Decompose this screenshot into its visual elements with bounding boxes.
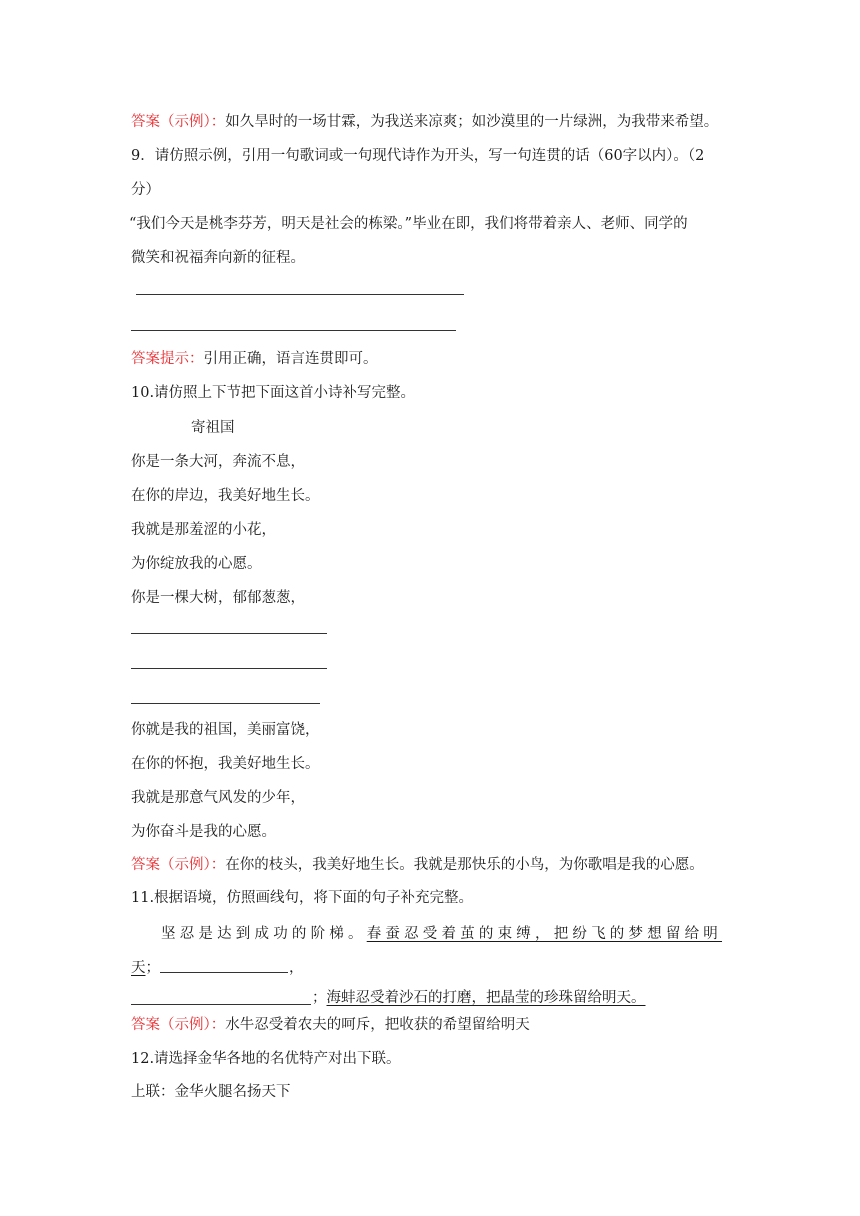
question-10: 10.请仿照上下节把下面这首小诗补写完整。	[131, 385, 416, 401]
poem-line: 为你绽放我的心愿。	[131, 556, 262, 572]
answer-label: 答案（示例）：	[131, 857, 226, 873]
answer-text: 引用正确，语言连贯即可。	[203, 351, 378, 367]
sentence-blank[interactable]	[131, 1004, 311, 1005]
underlined-example: 海蚌忍受着沙石的打磨，把晶莹的珍珠留给明天。	[326, 990, 646, 1006]
question-9-prompt-line-1: “我们今天是桃李芬芳，明天是社会的栋梁。”毕业在即，我们将带着亲人、老师、同学的	[129, 216, 688, 232]
sentence-line-1	[161, 924, 722, 944]
answer-label: 答案（示例）：	[131, 114, 226, 130]
sentence-blank[interactable]	[160, 972, 288, 973]
poem-line: 为你奋斗是我的心愿。	[131, 824, 276, 840]
poem-line: 在你的岸边，我美好地生长。	[131, 488, 320, 504]
question-9-line-2: 分）	[131, 182, 160, 198]
poem-line: 我就是那意气风发的少年，	[131, 790, 305, 806]
answer-line-q10	[131, 855, 704, 875]
poem-title: 寄祖国	[191, 420, 235, 436]
poem-line: 我就是那羞涩的小花，	[131, 522, 276, 538]
comma: ，	[289, 960, 304, 976]
poem-line: 在你的怀抱，我美好地生长。	[131, 756, 320, 772]
answer-blank[interactable]	[136, 294, 464, 295]
answer-text: 如久旱时的一场甘霖，为我送来凉爽；如沙漠里的一片绿洲，为我带来希望。	[225, 114, 719, 130]
question-9-prompt-line-2: 微笑和祝福奔向新的征程。	[131, 250, 305, 266]
poem-blank[interactable]	[131, 703, 320, 704]
answer-line-q8	[131, 112, 718, 132]
answer-label: 答案（示例）：	[131, 1017, 226, 1033]
answer-label: 答案提示：	[131, 351, 204, 367]
poem-line: 你就是我的祖国，美丽富饶，	[131, 722, 320, 738]
underlined-example: 春蚕忍受着茧的束缚，把纷飞的梦想留给明	[366, 926, 723, 942]
answer-line-q11	[131, 1015, 530, 1035]
poem-blank[interactable]	[131, 668, 327, 669]
separator: ；	[312, 990, 327, 1006]
answer-line-q9	[131, 349, 378, 369]
sentence-line-3	[312, 988, 646, 1008]
poem-blank[interactable]	[131, 633, 327, 634]
question-12: 12.请选择金华各地的名优特产对出下联。	[131, 1051, 401, 1067]
upper-couplet: 上联：金华火腿名扬天下	[131, 1084, 291, 1100]
answer-blank[interactable]	[131, 330, 456, 331]
sentence-lead: 坚忍是达到成功的阶梯。	[161, 926, 367, 942]
underlined-example-end: 天	[131, 960, 146, 976]
sentence-line-2	[131, 958, 160, 978]
answer-text: 水牛忍受着农夫的呵斥，把收获的希望留给明天	[225, 1017, 530, 1033]
separator: ；	[145, 960, 160, 976]
question-11: 11.根据语境，仿照画线句，将下面的句子补充完整。	[131, 890, 474, 906]
poem-line: 你是一棵大树，郁郁葱葱，	[131, 590, 305, 606]
poem-line: 你是一条大河，奔流不息，	[131, 454, 305, 470]
question-9-line-1: 9．请仿照示例，引用一句歌词或一句现代诗作为开头，写一句连贯的话（60字以内）。（2	[131, 148, 705, 164]
answer-text: 在你的枝头，我美好地生长。我就是那快乐的小鸟，为你歌唱是我的心愿。	[225, 857, 704, 873]
